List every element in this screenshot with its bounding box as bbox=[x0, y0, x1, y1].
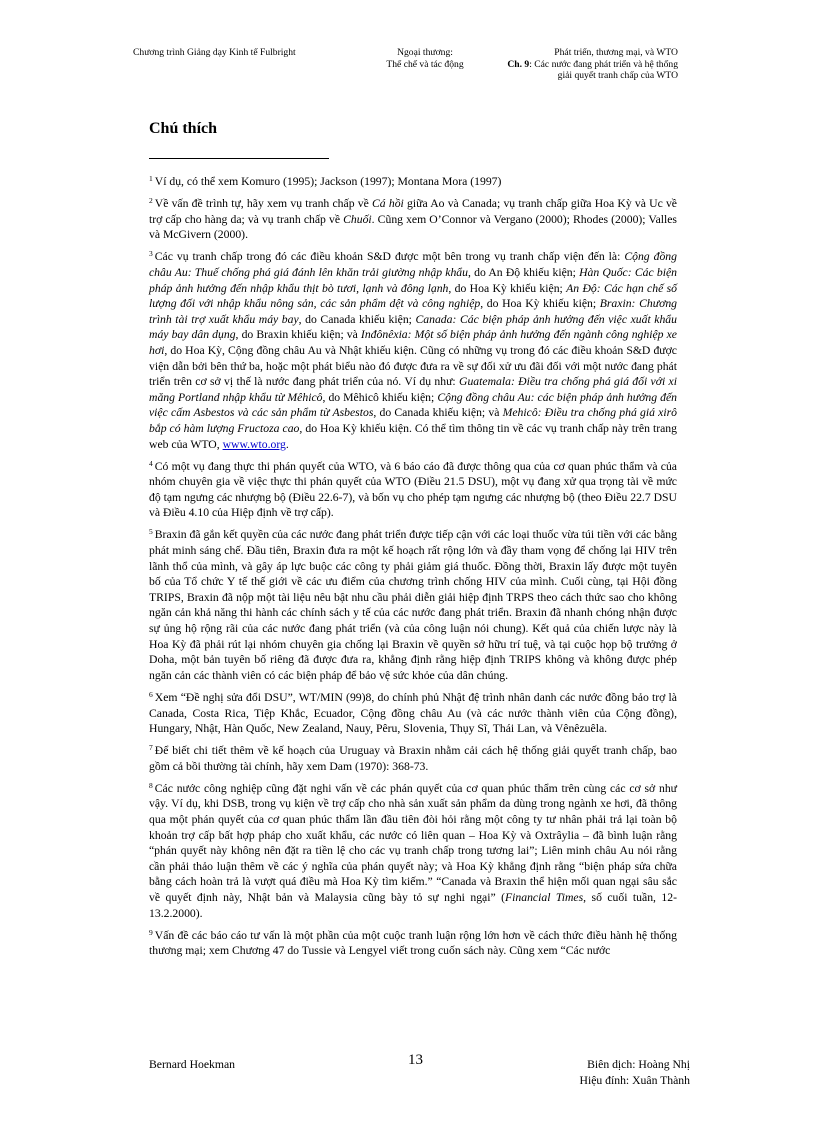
footnote-text: Về vấn đề trình tự, hãy xem vụ tranh chấp về bbox=[154, 197, 373, 211]
footnote-6 bbox=[149, 690, 677, 737]
footer-credits bbox=[530, 1057, 690, 1089]
footer-author: Bernard Hoekman bbox=[149, 1058, 236, 1071]
footnote-text: , số cuối tuần, 12-13.2.2000). bbox=[149, 891, 677, 920]
wto-website-link[interactable]: www.wto.org bbox=[222, 437, 286, 451]
footnote-7 bbox=[149, 743, 677, 774]
header-chapter-line1: Phát triển, thương mại, và WTO bbox=[554, 47, 678, 58]
footnote-text: , do Canada khiếu kiện; và bbox=[373, 406, 503, 420]
footnote-text: . Cũng xem O’Connor và Vergano (2000); Rhodes (2000); Valles và McGivern (2000). bbox=[149, 212, 677, 242]
footnote-italic: Canada: Các biện pháp ảnh hưởng đến việc xuất khẩu máy bay dân dụng bbox=[149, 312, 677, 342]
footnote-text: Ví dụ, có thể xem Komuro (1995); Jackson (1997); Montana Mora (1997) bbox=[154, 175, 502, 188]
footnote-4 bbox=[149, 459, 677, 521]
footnote-5 bbox=[149, 527, 677, 683]
header-chapter bbox=[488, 47, 678, 82]
footnote-text: Các nước công nghiệp cũng đặt nghi vấn về các phán quyết của cơ quan phúc thẩm trên cùng các cơ sở như vậy. Ví dụ, khi DSB, trong vụ kiện về trợ cấp cho nhà sản xuất sản phẩm da dùng trong ngành xe hơi, đã thông qua một phán quyết của cơ quan phúc thẩm lần đầu tiên đòi hỏi rằng một công ty tư nhân phải trả lại toàn bộ khoản trợ cấp bất hợp pháp cho xuất khẩu, các nước có liên quan – Hoa Kỳ và Oxtrâylia – đã bình luận rằng “phán quyết này không nên đặt ra tiền lệ cho các vụ tranh chấp trong tương lai”; Liên minh châu Au nói rằng cần phải thảo luận thêm về các ý nghĩa của phán quyết này; và Hoa Kỳ khẳng định rằng “biện pháp sửa chữa bằng cách hoàn trả là vượt quá điều mà Hoa Kỳ tìm kiếm.” “Canada và Braxin thể hiện mối quan ngại sâu sắc về quyết định này, Nhật bản và Malaysia cũng bày tỏ sự nghi ngại” ( bbox=[149, 781, 677, 905]
footnote-text: Xem “Đề nghị sửa đổi DSU”, WT/MIN (99)8, do chính phủ Nhật đệ trình nhân danh các nước đồng bảo trợ là Canada, Costa Rica, Tiệp Khắc, Ecuador, Cộng đồng châu Au (và các nước thành viên của Cộng đồng), Hungary, Nhật, Hàn Quốc, New Zealand, Nauy, Pêru, Slovenia, Thụy Sĩ, Thái Lan, và Vênêzuêla. bbox=[149, 690, 677, 736]
footnote-italic: Financial Times bbox=[505, 891, 584, 905]
footnote-italic: An Độ: Các hạn chế số lượng đối với nhập khẩu nông sản, các sản phẩm dệt và công nghiệp bbox=[149, 281, 677, 311]
footnote-text: , do Braxin khiếu kiện; và bbox=[235, 328, 361, 342]
footnote-text: , do Mêhicô khiếu kiện; bbox=[322, 390, 438, 404]
footnote-text: Để biết chi tiết thêm về kế hoạch của Uruguay và Braxin nhằm cải cách hệ thống giải quyết tranh chấp, bao gồm cả bồi thường tài chính, hãy xem Dam (1970): 368-73. bbox=[149, 744, 677, 773]
header-chapter-title: : Các nước đang phát triển và hệ thống bbox=[529, 58, 678, 70]
footnote-italic: Inđônêxia: Một số biện pháp ảnh hưởng đến ngành công nghiệp xe hơi bbox=[149, 328, 677, 357]
footnote-number: 5 bbox=[149, 527, 153, 537]
notes-heading: Chú thích bbox=[149, 120, 218, 137]
footnote-separator bbox=[149, 158, 329, 159]
header-course-line2: Thể chế và tác động bbox=[386, 58, 464, 70]
footnote-number: 9 bbox=[149, 927, 153, 937]
footnote-italic: Mehicô: Điều tra chống phá giá xirô bắp có hàm lượng Fructoza cao, bbox=[149, 406, 677, 435]
footnote-italic: Braxin: Chương trình tài trợ xuất khẩu máy bay bbox=[149, 297, 678, 326]
footnote-2 bbox=[149, 196, 677, 243]
footnote-number: 6 bbox=[149, 689, 153, 699]
footnote-text: Vấn đề các báo cáo tư vấn là một phần của một cuộc tranh luận rộng lớn hơn về cách thức điều hành hệ thống thương mại; xem Chương 47 do Tussie và Lengyel viết trong cuốn sách này. Cũng xem “Các nước bbox=[149, 928, 677, 958]
footnote-text: Braxin đã gắn kết quyền của các nước đang phát triển được tiếp cận với các loại thuốc vừa túi tiền với các bằng phát minh sáng chế. Đầu tiên, Braxin đưa ra một kế hoạch rất rộng lớn và đầy tham vọng để chống lại HIV trên lãnh thổ của mình, và gây áp lực buộc các công ty phải giảm giá thuốc. Đồng thời, Braxin lấy được một tuyên bố của Tổ chức Y tế thế giới về các ưu điểm của chương trình chống HIV của mình. Cuối cùng, tại Hội đồng TRIPS, Braxin đã nộp một tài liệu nêu bật nhu cầu phải diễn giải hiệp định TRPS theo cách thức sao cho không ngăn cản khả năng thi hành các chính sách y tế của các nước đang phát triển. Braxin đã nhanh chóng nhận được sự ủng hộ rộng rãi của các nước đang phát triển (và của công luận nói chung). Kết quả của chiến lược này là Hoa Kỳ đã phải rút lại nhóm chuyên gia chống lại Braxin về quyền sở hữu trí tuệ, và tại cuộc họp bộ trưởng ở Doha, một bản tuyên bố riêng đã được đưa ra, khẳng định rằng hiệp định TRIPS không và không được phép ngăn cản các thành viên có các biện pháp để bảo vệ sức khỏe của dân chúng. bbox=[149, 528, 677, 682]
footnote-number: 8 bbox=[149, 780, 153, 790]
footnote-text: , do An Độ khiếu kiện; bbox=[467, 265, 580, 279]
footnotes bbox=[149, 174, 677, 965]
footnote-3 bbox=[149, 249, 677, 452]
footnote-number: 2 bbox=[149, 196, 153, 206]
header-chapter-line2 bbox=[488, 59, 678, 71]
footnote-number: 3 bbox=[149, 249, 153, 259]
footnote-text: , do Hoa Kỳ khiếu kiện; bbox=[448, 281, 567, 295]
header-institution: Chương trình Giảng dạy Kinh tế Fulbright bbox=[133, 47, 296, 58]
header-course-line1: Ngoại thương: bbox=[397, 47, 453, 58]
footnote-1 bbox=[149, 174, 677, 190]
footnote-italic: Hàn Quốc: Các biện pháp ảnh hưởng đến nhập khẩu thịt bò tươi, lạnh và đông lạnh bbox=[149, 265, 677, 295]
footnote-text: giữa Ao và Canada; vụ tranh chấp giữa Hoa Kỳ và Uc về trợ cấp cho hàng da; và vụ tranh chấp về bbox=[149, 197, 677, 226]
header-chapter-number: Ch. 9 bbox=[507, 58, 530, 70]
footnote-number: 4 bbox=[149, 458, 153, 468]
page-number: 13 bbox=[408, 1052, 423, 1068]
footnote-8 bbox=[149, 781, 677, 921]
footnote-9 bbox=[149, 928, 677, 959]
footnote-text: Có một vụ đang thực thi phán quyết của WTO, và 6 báo cáo đã được thông qua của cơ quan phúc thẩm và của nhóm chuyên gia về việc thực thi phán quyết của WTO (Điều 21.5 DSU), một vụ đang xử qua trọng tài về mức độ tạm ngưng các nhượng bộ (Điều 22.6-7), và bốn vụ cho phép tạm ngưng các nhượng bộ (theo Điều 22.7 DSU và Điều 4.10 của Hiệp định về trợ cấp). bbox=[149, 459, 677, 520]
footnote-text: , do Hoa Kỳ khiếu kiện; bbox=[480, 297, 600, 311]
footnote-number: 7 bbox=[149, 743, 153, 753]
header-course bbox=[375, 47, 475, 70]
footer-translator: Biên dịch: Hoàng Nhị bbox=[587, 1058, 690, 1071]
footnote-italic: Cộng đồng châu Au: Thuế chống phá giá đánh lên khăn trải giường nhập khẩu bbox=[149, 250, 677, 279]
footnote-text: , do Hoa Kỳ, Cộng đồng châu Au và Nhật khiếu kiện. Cũng có những vụ trong đó các điều khoản S&D được viện dẫn bởi bên thứ ba, hoặc một phát biểu nào đó được đưa ra về sự đối xử ưu đãi đối với một nước đang phát triển trên cơ sở vị thế là nước đang phát triển của nó. Ví dụ như: bbox=[149, 343, 677, 389]
footnote-italic: Cộng đồng châu Au: các biện pháp ảnh hưởng đến việc cấm Asbestos và các sản phẩm từ Asbestos bbox=[149, 390, 677, 420]
footnote-italic: Guatemala: Điều tra chống phá giá đối với xi măng Portland nhập khẩu từ Mêhicô bbox=[149, 375, 677, 404]
footnote-text: do Hoa Kỳ khiếu kiện. Có thể tìm thông tin về các vụ tranh chấp này trên trang web của WTO, bbox=[149, 421, 677, 451]
footnote-number: 1 bbox=[149, 174, 153, 183]
footnote-italic: Cá hồi bbox=[372, 197, 404, 211]
footer-editor: Hiệu đính: Xuân Thành bbox=[579, 1074, 690, 1087]
footnote-text: , do Canada khiếu kiện; bbox=[298, 312, 416, 326]
footnote-text: . bbox=[285, 437, 289, 451]
footnote-text: Các vụ tranh chấp trong đó các điều khoản S&D được một bên trong vụ tranh chấp viện đến là: bbox=[154, 250, 625, 264]
footnote-italic: Chuối bbox=[343, 212, 372, 226]
header-chapter-line3: giải quyết tranh chấp của WTO bbox=[557, 70, 678, 81]
